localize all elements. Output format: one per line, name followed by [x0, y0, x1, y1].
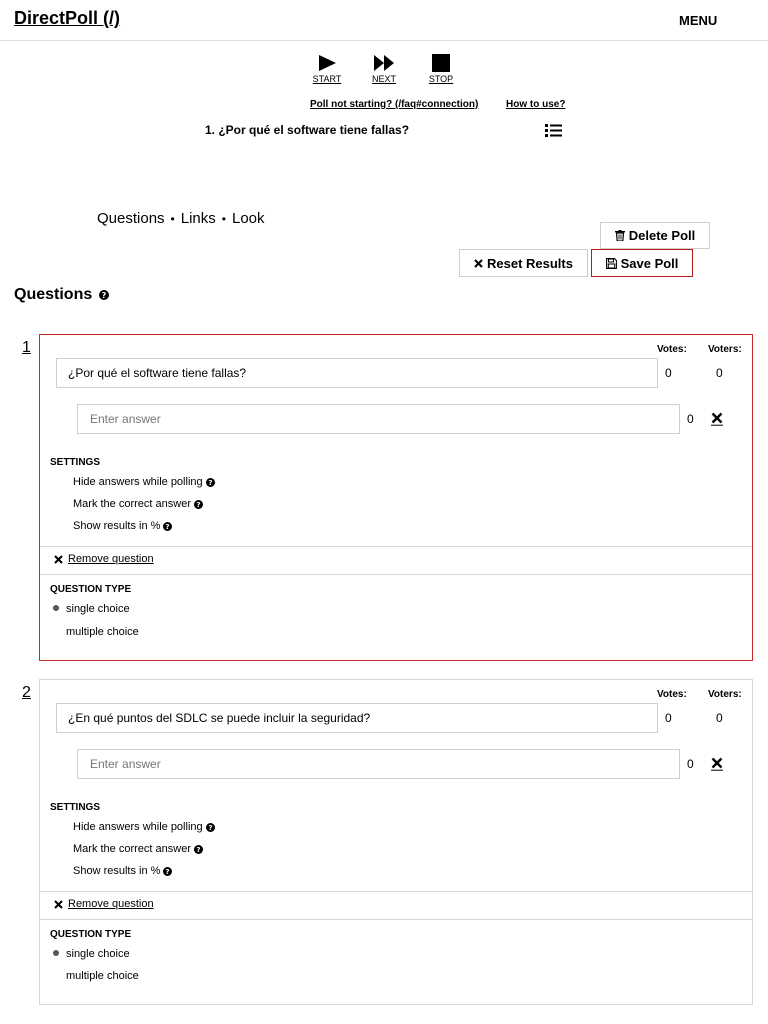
- tab-links[interactable]: Links: [180, 210, 216, 227]
- menu-button[interactable]: MENU: [679, 13, 718, 28]
- question-circle-icon[interactable]: [163, 522, 172, 531]
- save-poll-label: Save Poll: [620, 255, 679, 271]
- type-single-choice[interactable]: single choice: [66, 603, 130, 615]
- questions-section-title: [14, 286, 109, 304]
- brand-link[interactable]: DirectPoll (/): [14, 8, 121, 28]
- votes-header: Votes:: [657, 689, 687, 700]
- radio-selected-dot: [53, 605, 59, 611]
- svg-text:?: ?: [208, 822, 213, 832]
- question-circle-icon[interactable]: [194, 500, 203, 509]
- answer-input[interactable]: [77, 749, 680, 779]
- question-voters: 0: [716, 366, 723, 380]
- delete-answer-icon[interactable]: [711, 412, 723, 426]
- list-icon[interactable]: [545, 124, 562, 137]
- settings-title: SETTINGS: [50, 802, 101, 813]
- answer-votes: 0: [687, 412, 694, 426]
- svg-text:?: ?: [101, 290, 107, 300]
- question-type-title: QUESTION TYPE: [50, 584, 132, 595]
- x-icon: [54, 555, 63, 564]
- remove-question-button[interactable]: [54, 898, 154, 910]
- setting-hide-answers[interactable]: [73, 476, 215, 488]
- question-number[interactable]: 2: [22, 684, 31, 701]
- question-text-input[interactable]: [56, 358, 658, 388]
- divider: [40, 546, 752, 547]
- stop-icon: [432, 54, 450, 72]
- trash-icon: [615, 230, 625, 241]
- section-title-text: Questions: [14, 286, 93, 303]
- question-circle-icon[interactable]: [194, 845, 203, 854]
- type-multiple-choice[interactable]: multiple choice: [66, 970, 139, 982]
- setting-label: Show results in %: [73, 520, 161, 532]
- setting-mark-correct[interactable]: [73, 843, 203, 855]
- question-card: [39, 334, 753, 661]
- x-icon: [54, 900, 63, 909]
- settings-title: SETTINGS: [50, 457, 101, 468]
- setting-hide-answers[interactable]: [73, 821, 215, 833]
- reset-results-label: Reset Results: [487, 255, 573, 271]
- reset-results-button[interactable]: [459, 249, 588, 277]
- answer-input[interactable]: [77, 404, 680, 434]
- type-single-choice[interactable]: single choice: [66, 948, 130, 960]
- setting-label: Hide answers while polling: [73, 476, 203, 488]
- delete-answer-icon[interactable]: [711, 757, 723, 771]
- setting-show-percent[interactable]: [73, 520, 172, 532]
- save-poll-button[interactable]: [591, 249, 693, 277]
- tab-separator: •: [221, 212, 226, 226]
- question-circle-icon[interactable]: [99, 290, 109, 300]
- type-multiple-choice[interactable]: multiple choice: [66, 626, 139, 638]
- remove-question-label: Remove question: [68, 898, 154, 910]
- next-button[interactable]: [364, 54, 404, 84]
- stop-button[interactable]: [421, 54, 461, 84]
- question-number[interactable]: 1: [22, 339, 31, 356]
- question-voters: 0: [716, 711, 723, 725]
- question-circle-icon[interactable]: [163, 867, 172, 876]
- answer-votes: 0: [687, 757, 694, 771]
- svg-text:?: ?: [208, 477, 213, 487]
- svg-text:?: ?: [165, 866, 171, 876]
- svg-text:?: ?: [196, 499, 201, 509]
- radio-selected-dot: [53, 950, 59, 956]
- question-text-input[interactable]: [56, 703, 658, 733]
- svg-text:?: ?: [196, 844, 201, 854]
- editor-tabs: [97, 210, 265, 227]
- question-votes: 0: [665, 366, 672, 380]
- top-bar: [0, 0, 768, 41]
- question-circle-icon[interactable]: [206, 478, 215, 487]
- setting-show-percent[interactable]: [73, 865, 172, 877]
- setting-label: Mark the correct answer: [73, 498, 191, 510]
- start-label: START: [312, 74, 342, 84]
- tab-look[interactable]: Look: [231, 210, 265, 227]
- divider: [40, 919, 752, 920]
- setting-label: Mark the correct answer: [73, 843, 191, 855]
- delete-poll-label: Delete Poll: [628, 228, 696, 243]
- play-icon: [317, 54, 337, 72]
- svg-text:?: ?: [165, 521, 171, 531]
- voters-header: Voters:: [708, 344, 742, 355]
- floppy-icon: [606, 258, 617, 269]
- next-label: NEXT: [371, 74, 396, 84]
- remove-question-label: Remove question: [68, 553, 154, 565]
- how-to-use-link[interactable]: How to use?: [506, 99, 566, 110]
- current-question-title: 1. ¿Por qué el software tiene fallas?: [205, 123, 410, 137]
- fast-forward-icon: [373, 54, 395, 72]
- delete-poll-button[interactable]: [600, 222, 710, 249]
- tab-questions[interactable]: Questions: [97, 210, 165, 227]
- question-circle-icon[interactable]: [206, 823, 215, 832]
- stop-label: STOP: [428, 74, 454, 84]
- question-type-title: QUESTION TYPE: [50, 929, 132, 940]
- question-card: [39, 679, 753, 1005]
- voters-header: Voters:: [708, 689, 742, 700]
- question-votes: 0: [665, 711, 672, 725]
- start-button[interactable]: [307, 54, 347, 84]
- divider: [40, 891, 752, 892]
- setting-label: Hide answers while polling: [73, 821, 203, 833]
- votes-header: Votes:: [657, 344, 687, 355]
- setting-mark-correct[interactable]: [73, 498, 203, 510]
- tab-separator: •: [170, 212, 175, 226]
- setting-label: Show results in %: [73, 865, 161, 877]
- x-icon: [474, 259, 483, 268]
- divider: [40, 574, 752, 575]
- remove-question-button[interactable]: [54, 553, 154, 565]
- poll-not-starting-link[interactable]: Poll not starting? (/faq#connection): [310, 99, 479, 110]
